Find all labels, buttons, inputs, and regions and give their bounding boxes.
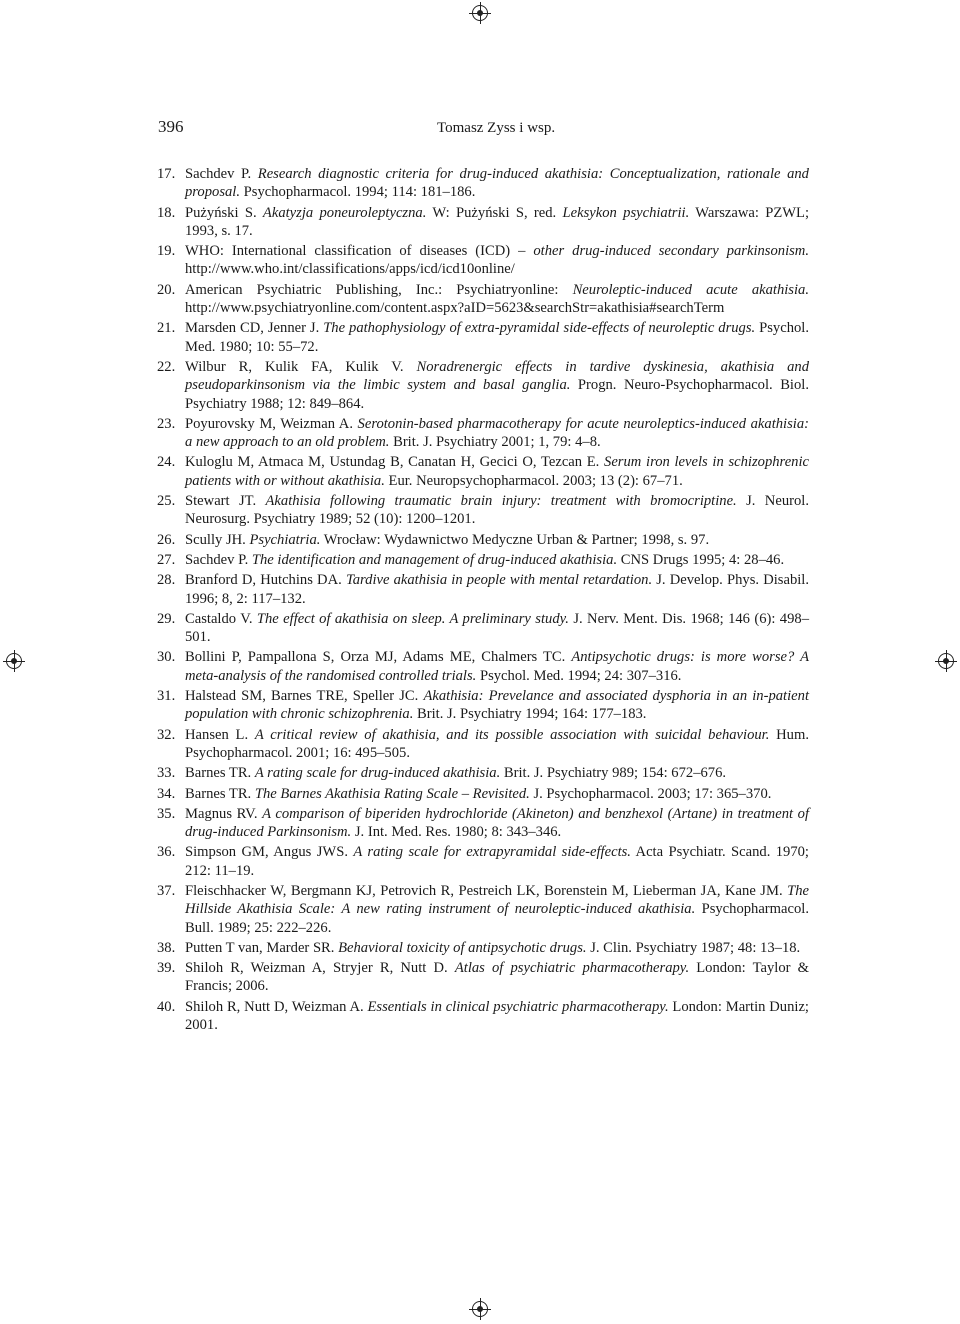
reference-number: 24. [157, 454, 176, 471]
reference-source: Warszawa: PZWL; 1993, s. 17. [185, 204, 810, 239]
reference-source: J. Clin. Psychiatry 1987; 48: 13–18. [586, 939, 801, 956]
reference-item [157, 319, 809, 356]
reference-source: J. Psychopharmacol. 2003; 17: 365–370. [529, 785, 772, 802]
reference-text [185, 204, 809, 241]
reference-text [185, 882, 809, 937]
reference-item [157, 959, 809, 996]
reference-number: 23. [157, 415, 176, 432]
reference-text [185, 571, 809, 608]
reference-item [157, 281, 809, 318]
reference-item [157, 165, 809, 202]
reference-number: 35. [157, 805, 176, 822]
reference-authors: Simpson GM, Angus JWS. [185, 844, 354, 861]
reference-item [157, 805, 809, 842]
reference-title: Research diagnostic criteria for drug-induced akathisia: Conceptualization, rationale and proposal. [185, 166, 809, 201]
reference-title: Leksykon psychiatrii. [562, 204, 690, 221]
reference-item [157, 610, 809, 647]
reference-authors: Shiloh R, Weizman A, Stryjer R, Nutt D. [185, 960, 455, 977]
reference-title: The Hillside Akathisia Scale: A new rating instrument of neuroleptic-induced akathisia. [185, 882, 809, 918]
reference-item [157, 726, 809, 763]
reference-text [185, 959, 809, 996]
reference-text [185, 551, 809, 569]
reference-source: CNS Drugs 1995; 4: 28–46. [617, 551, 785, 568]
reference-source: J. Neurol. Neurosurg. Psychiatry 1989; 52 (10): 1200–1201. [185, 493, 809, 528]
reference-number: 20. [157, 281, 176, 298]
reference-source: London: Taylor & Francis; 2006. [185, 960, 809, 995]
reference-source: W: Pużyński S, red. [426, 204, 563, 221]
reference-source: Brit. J. Psychiatry 989; 154: 672–676. [500, 765, 727, 782]
reference-authors: Wilbur R, Kulik FA, Kulik V. [185, 358, 417, 375]
reference-title: Serotonin-based pharmacotherapy for acute neuroleptics-induced akathisia: a new approach to an old problem. [185, 415, 809, 451]
reference-text [185, 492, 809, 529]
reference-number: 37. [157, 882, 176, 899]
reference-title: Tardive akathisia in people with mental retardation. [345, 572, 653, 589]
reference-item [157, 551, 809, 569]
reference-number: 28. [157, 572, 176, 589]
reference-text [185, 531, 809, 549]
reference-number: 39. [157, 960, 176, 977]
reference-title: Serum iron levels in schizophrenic patients with or without akathisia. [185, 454, 809, 489]
reference-authors: Barnes TR. [185, 785, 255, 802]
reference-title: A rating scale for drug-induced akathisia. [254, 765, 501, 782]
reference-title: Psychiatria. [249, 531, 321, 548]
reference-source: Acta Psychiatr. Scand. 1970; 212: 11–19. [185, 844, 809, 879]
reference-title: Akatyzja poneuroleptyczna. [262, 204, 427, 221]
reference-item [157, 571, 809, 608]
reference-number: 34. [157, 785, 176, 802]
reference-number: 25. [157, 493, 176, 510]
reference-number: 19. [157, 243, 176, 260]
registration-mark-icon [6, 653, 22, 669]
reference-authors: Hansen L. [185, 726, 255, 743]
reference-source: http://www.who.int/classifications/apps/icd/icd10online/ [185, 261, 515, 278]
reference-authors: Sachdev P. [185, 166, 258, 182]
reference-title: other drug-induced secondary parkinsonism. [533, 243, 809, 260]
reference-title: The effect of akathisia on sleep. A preliminary study. [256, 610, 569, 627]
reference-authors: Halstead SM, Barnes TRE, Speller JC. [185, 688, 424, 705]
reference-item [157, 492, 809, 529]
reference-text [185, 165, 809, 202]
reference-text [185, 726, 809, 763]
reference-item [157, 998, 809, 1035]
reference-item [157, 843, 809, 880]
reference-source: Eur. Neuropsychopharmacol. 2003; 13 (2): 67–71. [384, 472, 683, 489]
page-number: 396 [158, 117, 184, 136]
reference-number: 31. [157, 688, 176, 705]
reference-item [157, 687, 809, 724]
reference-title: A rating scale for extrapyramidal side-effects. [353, 844, 631, 861]
reference-authors: Putten T van, Marder SR. [185, 939, 339, 956]
reference-authors: Magnus RV. [185, 805, 263, 822]
reference-source: J. Int. Med. Res. 1980; 8: 343–346. [351, 824, 562, 841]
reference-title: Behavioral toxicity of antipsychotic drugs. [338, 939, 587, 956]
reference-list [157, 165, 809, 1036]
reference-item [157, 882, 809, 937]
reference-number: 36. [157, 844, 176, 861]
reference-item [157, 415, 809, 452]
reference-text [185, 805, 809, 842]
reference-item [157, 648, 809, 685]
reference-text [185, 610, 809, 647]
reference-title: A critical review of akathisia, and its possible association with suicidal behaviour. [254, 726, 770, 743]
reference-source: Wrocław: Wydawnictwo Medyczne Urban & Partner; 1998, s. 97. [320, 531, 710, 548]
reference-title: The pathophysiology of extra-pyramidal side-effects of neuroleptic drugs. [323, 320, 756, 337]
reference-item [157, 531, 809, 549]
reference-source: Hum. Psychopharmacol. 2001; 16: 495–505. [185, 726, 809, 761]
reference-title: Antipsychotic drugs: is more worse? A meta-analysis of the randomised controlled trials. [185, 649, 809, 684]
reference-title: Essentials in clinical psychiatric pharmacotherapy. [367, 998, 669, 1015]
reference-text [185, 415, 809, 452]
reference-title: Neuroleptic-induced acute akathisia. [572, 281, 809, 298]
reference-item [157, 764, 809, 782]
reference-source: J. Nerv. Ment. Dis. 1968; 146 (6): 498–501. [185, 610, 809, 646]
reference-source: http://www.psychiatryonline.com/content.aspx?aID=5623&searchStr=akathisia#searchTerm [185, 300, 725, 317]
reference-source: Psychol. Med. 1980; 10: 55–72. [185, 320, 810, 355]
reference-number: 40. [157, 998, 176, 1015]
reference-text [185, 281, 809, 318]
reference-title: A comparison of biperiden hydrochloride (Akineton) and benzhexol (Artane) in treatment of drug-induced Parkinsonism. [185, 805, 809, 841]
reference-text [185, 319, 809, 356]
reference-authors: Stewart JT. [185, 493, 266, 510]
reference-number: 17. [157, 166, 176, 182]
reference-item [157, 453, 809, 490]
reference-title: Akathisia following traumatic brain injury: treatment with bromocriptine. [265, 493, 737, 510]
reference-title: Akathisia: Prevelance and associated dysphoria in an in-patient population with chronic schizophrenia. [185, 688, 809, 723]
reference-item [157, 242, 809, 279]
reference-authors: WHO: International classification of diseases (ICD) – [185, 243, 534, 260]
reference-number: 38. [157, 939, 176, 956]
reference-number: 22. [157, 358, 176, 375]
reference-item [157, 204, 809, 241]
reference-source: Psychopharmacol. Bull. 1989; 25: 222–226. [185, 901, 809, 936]
reference-authors: Scully JH. [185, 531, 250, 548]
reference-text [185, 358, 809, 413]
reference-authors: American Psychiatric Publishing, Inc.: Psychiatryonline: [185, 281, 573, 298]
reference-authors: Marsden CD, Jenner J. [185, 320, 324, 337]
reference-source: London: Martin Duniz; 2001. [185, 998, 809, 1034]
reference-number: 26. [157, 531, 176, 548]
reference-source: Psychol. Med. 1994; 24: 307–316. [476, 667, 682, 684]
registration-mark-icon [472, 1301, 488, 1317]
reference-authors: Sachdev P. [185, 551, 252, 568]
reference-number: 32. [157, 726, 176, 743]
reference-item [157, 358, 809, 413]
reference-authors: Kuloglu M, Atmaca M, Ustundag B, Canatan H, Gecici O, Tezcan E. [185, 454, 605, 471]
reference-text [185, 764, 809, 782]
reference-title: The Barnes Akathisia Rating Scale – Revisited. [254, 785, 530, 802]
reference-number: 29. [157, 610, 176, 627]
reference-text [185, 453, 809, 490]
reference-number: 27. [157, 551, 176, 568]
registration-mark-icon [938, 653, 954, 669]
reference-authors: Barnes TR. [185, 765, 255, 782]
reference-authors: Poyurovsky M, Weizman A. [185, 415, 358, 432]
reference-item [157, 939, 809, 957]
reference-authors: Bollini P, Pampallona S, Orza MJ, Adams ME, Chalmers TC. [185, 649, 572, 666]
reference-authors: Pużyński S. [185, 204, 263, 221]
reference-source: Brit. J. Psychiatry 2001; 1, 79: 4–8. [389, 434, 601, 451]
running-head: Tomasz Zyss i wsp. [437, 120, 556, 136]
reference-text [185, 648, 809, 685]
reference-authors: Branford D, Hutchins DA. [185, 572, 346, 589]
reference-title: Noradrenergic effects in tardive dyskinesia, akathisia and pseudoparkinsonism via the limbic system and basal ganglia. [185, 358, 809, 394]
reference-number: 30. [157, 649, 176, 666]
reference-authors: Shiloh R, Nutt D, Weizman A. [185, 998, 368, 1015]
reference-source: Brit. J. Psychiatry 1994; 164: 177–183. [413, 706, 647, 723]
reference-source: Progn. Neuro-Psychopharmacol. Biol. Psychiatry 1988; 12: 849–864. [185, 377, 809, 412]
registration-mark-icon [472, 5, 488, 21]
reference-number: 18. [157, 204, 176, 221]
reference-title: Atlas of psychiatric pharmacotherapy. [454, 960, 690, 977]
reference-text [185, 687, 809, 724]
reference-text [185, 242, 809, 279]
reference-text [185, 785, 809, 803]
reference-item [157, 785, 809, 803]
reference-text [185, 939, 809, 957]
reference-text [185, 843, 809, 880]
reference-number: 33. [157, 765, 176, 782]
reference-source: Psychopharmacol. 1994; 114: 181–186. [240, 184, 476, 201]
reference-title: The identification and management of drug-induced akathisia. [251, 551, 618, 568]
reference-source: J. Develop. Phys. Disabil. 1996; 8, 2: 117–132. [185, 572, 809, 607]
reference-authors: Fleischhacker W, Bergmann KJ, Petrovich R, Pestreich LK, Borenstein M, Lieberman JA, Kane JM. [185, 882, 788, 899]
reference-text [185, 998, 809, 1035]
reference-authors: Castaldo V. [185, 610, 257, 627]
reference-number: 21. [157, 320, 176, 337]
